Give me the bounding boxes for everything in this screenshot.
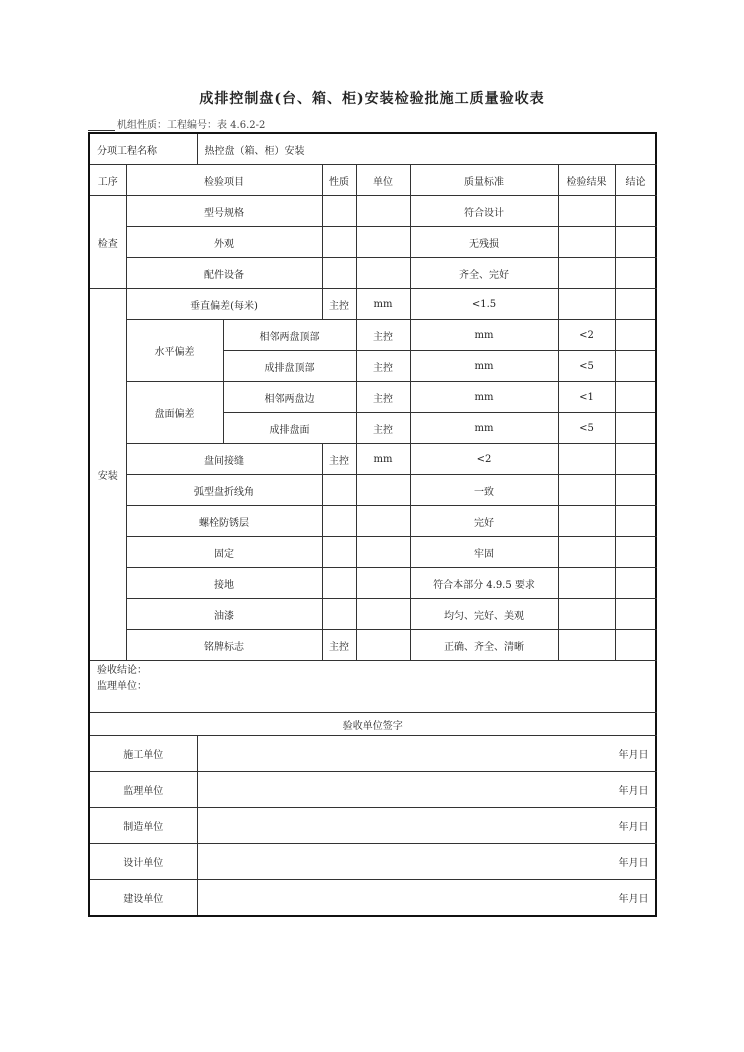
unit-cell [356,537,410,568]
standard-cell: 无残损 [410,227,558,258]
subtitle-text: 机组性质：工程编号：表 4.6.2-2 [117,120,266,131]
result-cell[interactable] [615,413,656,444]
standard-cell: <2 [410,444,558,475]
group-cell: 盘面偏差 [126,382,223,444]
conclusion-label: 验收结论： [97,665,147,676]
conclusion-cell[interactable] [615,444,656,475]
signature-row [89,880,656,917]
item-cell: 接地 [126,568,322,599]
item-cell: 成排盘顶部 [223,351,356,382]
nature-cell [322,537,356,568]
result-cell[interactable] [558,289,615,320]
unit-cell: mm [410,320,558,351]
result-cell[interactable] [615,351,656,382]
table-row [89,599,656,630]
nature-cell [322,568,356,599]
item-cell: 型号规格 [126,196,322,227]
result-cell[interactable] [558,599,615,630]
result-cell[interactable] [615,320,656,351]
signature-header-row [89,713,656,736]
unit-cell: mm [356,289,410,320]
table-row [89,444,656,475]
standard-cell: 齐全、完好 [410,258,558,289]
header-unit: 单位 [356,165,410,196]
signature-field[interactable] [197,772,656,808]
unit-cell [356,227,410,258]
date-label: 年月日 [618,750,649,761]
result-cell[interactable] [615,382,656,413]
signature-unit-label: 监理单位 [89,772,197,808]
signature-row [89,772,656,808]
nature-cell [322,506,356,537]
conclusion-cell[interactable] [615,196,656,227]
conclusion-cell[interactable] [615,537,656,568]
standard-cell: 一致 [410,475,558,506]
subtitle [88,116,265,131]
unit-cell [356,196,410,227]
signature-row [89,736,656,772]
item-cell: 铭牌标志 [126,630,322,661]
inspection-table [88,132,657,917]
standard-cell: 符合设计 [410,196,558,227]
signature-unit-label: 制造单位 [89,808,197,844]
unit-cell [356,599,410,630]
standard-cell: <5 [558,413,615,444]
item-cell: 外观 [126,227,322,258]
standard-cell: <1.5 [410,289,558,320]
table-row [89,475,656,506]
table-row [89,196,656,227]
standard-cell: 牢固 [410,537,558,568]
project-label: 分项工程名称 [89,133,197,165]
nature-cell: 主控 [322,289,356,320]
standard-cell: 均匀、完好、美观 [410,599,558,630]
unit-cell [356,630,410,661]
result-cell[interactable] [558,196,615,227]
table-row [89,258,656,289]
nature-cell [322,196,356,227]
signature-row [89,808,656,844]
nature-cell: 主控 [356,382,410,413]
item-cell: 相邻两盘边 [223,382,356,413]
result-cell[interactable] [558,475,615,506]
project-row [89,133,656,165]
date-label: 年月日 [618,786,649,797]
conclusion-cell[interactable] [615,599,656,630]
header-stage: 工序 [89,165,126,196]
item-cell: 螺栓防锈层 [126,506,322,537]
item-cell: 相邻两盘顶部 [223,320,356,351]
nature-cell [322,475,356,506]
unit-cell: mm [410,351,558,382]
item-cell: 成排盘面 [223,413,356,444]
unit-cell [356,568,410,599]
result-cell[interactable] [558,506,615,537]
conclusion-row [89,661,656,713]
header-item: 检验项目 [126,165,322,196]
signature-header: 验收单位签字 [89,713,656,736]
result-cell[interactable] [558,227,615,258]
table-row [89,537,656,568]
signature-row [89,844,656,880]
item-cell: 垂直偏差(每米) [126,289,322,320]
result-cell[interactable] [558,630,615,661]
standard-cell: 完好 [410,506,558,537]
nature-cell: 主控 [322,630,356,661]
table-row [89,289,656,320]
table-row [89,630,656,661]
unit-cell: mm [410,382,558,413]
result-cell[interactable] [558,444,615,475]
signature-field[interactable] [197,880,656,917]
blank-field [88,120,115,131]
conclusion-cell[interactable] [615,258,656,289]
group-cell: 水平偏差 [126,320,223,382]
conclusion-cell[interactable] [615,506,656,537]
item-cell: 弧型盘折线角 [126,475,322,506]
nature-cell: 主控 [356,320,410,351]
date-label: 年月日 [618,894,649,905]
nature-cell [322,599,356,630]
conclusion-cell[interactable] [615,475,656,506]
signature-field[interactable] [197,844,656,880]
header-row [89,165,656,196]
nature-cell: 主控 [322,444,356,475]
signature-unit-label: 施工单位 [89,736,197,772]
conclusion-cell[interactable] [615,630,656,661]
result-cell[interactable] [558,537,615,568]
result-cell[interactable] [558,258,615,289]
table-row [89,506,656,537]
unit-cell [356,475,410,506]
standard-cell: 符合本部分 4.9.5 要求 [410,568,558,599]
standard-cell: <1 [558,382,615,413]
item-cell: 盘间接缝 [126,444,322,475]
nature-cell [322,258,356,289]
table-row [89,568,656,599]
signature-field[interactable] [197,736,656,772]
header-result: 检验结果 [558,165,615,196]
result-cell[interactable] [558,568,615,599]
nature-cell: 主控 [356,351,410,382]
page-title: 成排控制盘(台、箱、柜)安装检验批施工质量验收表 [199,91,545,107]
unit-cell: mm [356,444,410,475]
header-nature: 性质 [322,165,356,196]
date-label: 年月日 [618,858,649,869]
supervisor-label: 监理单位： [97,681,147,692]
unit-cell [356,258,410,289]
item-cell: 油漆 [126,599,322,630]
table-row [89,227,656,258]
signature-unit-label: 建设单位 [89,880,197,917]
standard-cell: <5 [558,351,615,382]
conclusion-cell[interactable] [615,289,656,320]
standard-cell: 正确、齐全、清晰 [410,630,558,661]
conclusion-cell[interactable] [615,568,656,599]
unit-cell: mm [410,413,558,444]
conclusion-cell[interactable] [615,227,656,258]
table-row [89,382,656,413]
item-cell: 固定 [126,537,322,568]
date-label: 年月日 [618,822,649,833]
signature-field[interactable] [197,808,656,844]
nature-cell: 主控 [356,413,410,444]
stage-cell: 检查 [89,196,126,289]
header-conclusion: 结论 [615,165,656,196]
signature-unit-label: 设计单位 [89,844,197,880]
item-cell: 配件设备 [126,258,322,289]
standard-cell: <2 [558,320,615,351]
project-value: 热控盘（箱、柜）安装 [197,133,656,165]
unit-cell [356,506,410,537]
header-standard: 质量标准 [410,165,558,196]
nature-cell [322,227,356,258]
table-row [89,320,656,351]
stage-cell: 安装 [89,289,126,661]
